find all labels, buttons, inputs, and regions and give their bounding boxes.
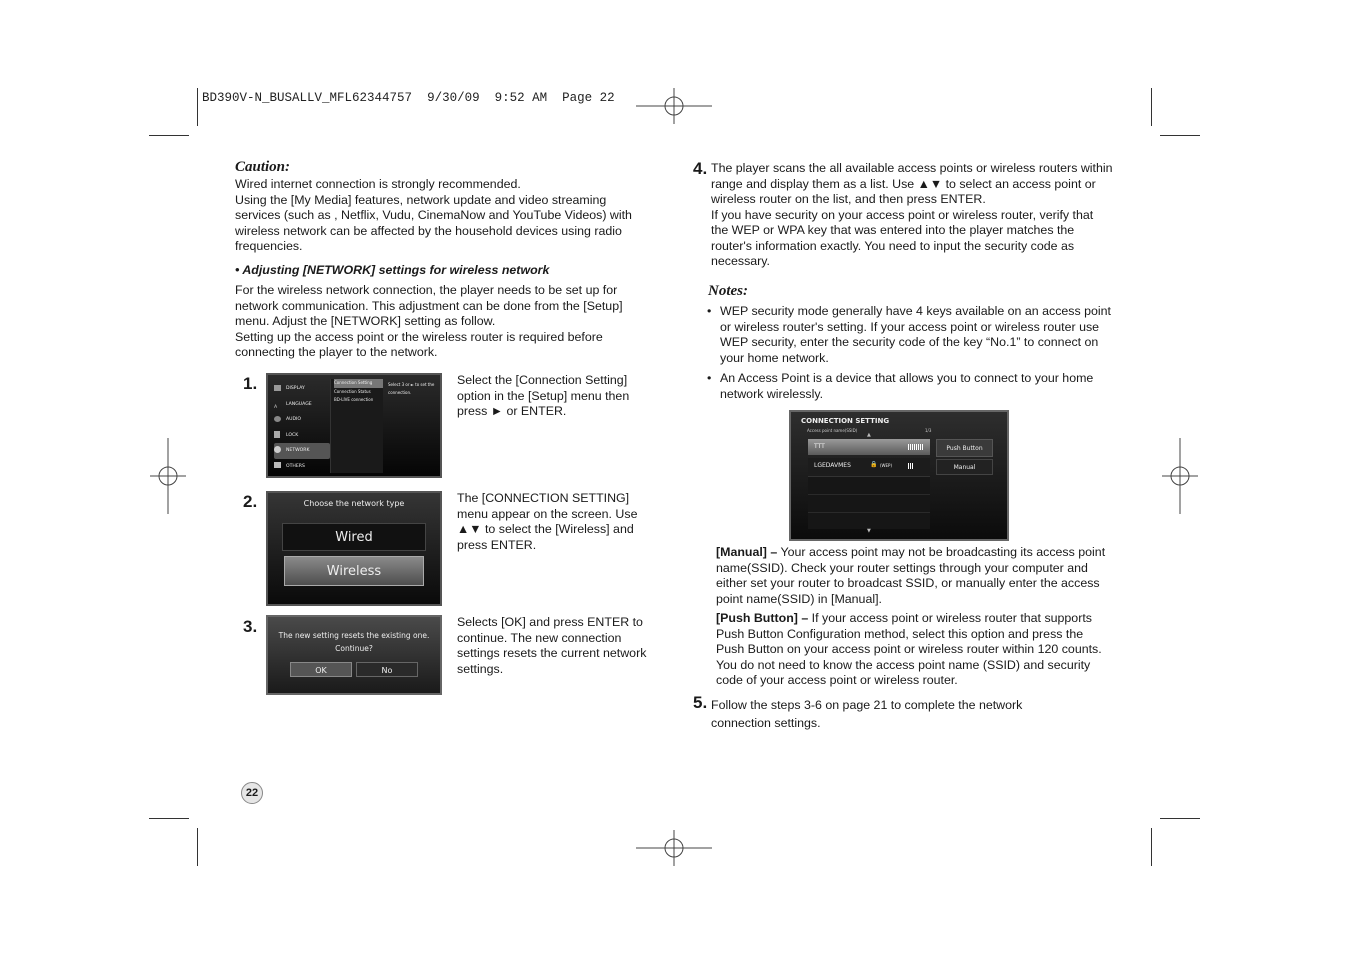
submenu-item-selected: Connection Setting bbox=[334, 379, 383, 388]
push-label: [Push Button] – bbox=[716, 611, 809, 625]
crop-mark bbox=[197, 88, 198, 126]
step-number: 2. bbox=[243, 492, 258, 511]
step4-text: The player scans the all available access points or wireless routers within range and display them as a list. Use ▲▼ to select an access point or wireless router on the list, and then press ENTER. If you have security on your access point or wireless router, verify that the WEP or WPA key that was entered into the player matches the router's information exactly. You need to input the security code as necessary. bbox=[711, 161, 1113, 268]
display-icon bbox=[274, 385, 281, 391]
crop-mark bbox=[1151, 828, 1152, 866]
manual-description bbox=[716, 545, 1114, 607]
notes-title: Notes: bbox=[708, 283, 748, 299]
push-text: If your access point or wireless router that supports Push Button Configuration method, select this option and press the Push Button on your access point or wireless router within 120 counts. You do not need to know the access point name (SSID) and security code of your access point or wireless router. bbox=[716, 611, 1102, 687]
conn-setting-title: CONNECTION SETTING bbox=[801, 417, 890, 425]
submenu-panel bbox=[330, 379, 383, 473]
caution-body: Wired internet connection is strongly recommended. Using the [My Media] features, network update and video streaming services (such as , Netflix, Vudu, CinemaNow and YouTube Videos) with wireless network can be affected by the household devices using radio frequencies. bbox=[235, 177, 632, 253]
section-subheading: • Adjusting [NETWORK] settings for wireless network bbox=[235, 263, 550, 277]
step5-text: Follow the steps 3-6 on page 21 to complete the network connection settings. bbox=[711, 698, 1023, 730]
manual-text: Your access point may not be broadcasting its access point name(SSID). Check your router settings through your computer and either set your router to broadcast SSID, or manually enter the access point name(SSID) in [Manual]. bbox=[716, 545, 1106, 606]
submenu-item: BD-LIVE connection bbox=[334, 397, 374, 402]
ap-row-selected bbox=[808, 439, 930, 455]
step-number: 5. bbox=[693, 693, 708, 712]
scroll-up-icon: ▲ bbox=[867, 432, 871, 438]
menu-item-selected: NETWORK bbox=[274, 443, 330, 459]
wireless-option: Wireless bbox=[284, 556, 424, 586]
notes-list bbox=[707, 304, 1113, 407]
step-text: Selects [OK] and press ENTER to continue. The new connection settings resets the current network settings. bbox=[457, 615, 647, 676]
connection-setting-screenshot bbox=[789, 410, 1009, 541]
audio-icon bbox=[274, 416, 281, 422]
note-item: • WEP security mode generally have 4 keys available on an access point or wireless router's setting. If your access point or wireless router use WEP security, enter the security code of the key “No.1” to connect on your home network. bbox=[707, 304, 1113, 366]
network-type-title: Choose the network type bbox=[303, 499, 405, 508]
registration-mark-icon bbox=[1142, 438, 1218, 514]
crop-mark bbox=[197, 828, 198, 866]
crop-mark bbox=[1151, 88, 1152, 126]
step-text: The [CONNECTION SETTING] menu appear on the screen. Use ▲▼ to select the [Wireless] and press ENTER. bbox=[457, 491, 638, 552]
security-type: (WEP) bbox=[880, 463, 893, 468]
menu-hint: Select 3 or ► to set the connection. bbox=[388, 382, 435, 395]
crop-mark bbox=[149, 818, 189, 819]
others-icon bbox=[274, 462, 281, 468]
ok-button: OK bbox=[290, 662, 352, 677]
manual-option: Manual bbox=[936, 459, 993, 475]
intro-text: For the wireless network connection, the player needs to be set up for network communication. This adjustment can be done from the [Setup] menu. Adjust the [NETWORK] setting as follow. Setting up the access point or the wireless router is required before connecting the player to the network. bbox=[235, 283, 623, 359]
manual-label: [Manual] – bbox=[716, 545, 778, 559]
step-text: Select the [Connection Setting] option in the [Setup] menu then press ► or ENTER. bbox=[457, 373, 630, 418]
language-icon: A bbox=[274, 405, 278, 410]
ap-list-empty-rows bbox=[808, 476, 930, 529]
menu-item: DISPLAY bbox=[274, 381, 330, 397]
ap-name: TTT bbox=[814, 443, 825, 450]
reset-dialog-screenshot bbox=[266, 615, 442, 695]
menu-item: AUDIO bbox=[274, 412, 330, 428]
ap-name: LGEDAVMES bbox=[814, 462, 851, 469]
conn-setting-subtitle: Access point name(SSID) bbox=[807, 428, 858, 433]
note-item: • An Access Point is a device that allows you to connect to your home network wirelessly. bbox=[707, 371, 1113, 402]
registration-mark-icon bbox=[636, 810, 712, 886]
network-type-screenshot bbox=[266, 491, 442, 606]
menu-item: LOCK bbox=[274, 428, 330, 444]
no-button: No bbox=[356, 662, 418, 677]
lock-icon: 🔒 bbox=[870, 461, 878, 468]
signal-strength-icon bbox=[908, 463, 914, 469]
setup-menu-list bbox=[274, 381, 330, 474]
step-number: 3. bbox=[243, 617, 258, 636]
scroll-down-icon: ▼ bbox=[867, 528, 871, 534]
push-button-description bbox=[716, 611, 1114, 689]
page-number: 22 bbox=[241, 782, 263, 804]
push-button-option: Push Button bbox=[936, 439, 993, 457]
crop-mark bbox=[1160, 135, 1200, 136]
step-number: 4. bbox=[693, 159, 708, 178]
conn-setting-count: 1/3 bbox=[925, 428, 932, 433]
lock-icon bbox=[274, 431, 280, 438]
step-number: 1. bbox=[243, 374, 258, 393]
network-icon bbox=[274, 446, 281, 453]
registration-mark-icon bbox=[636, 68, 712, 144]
signal-strength-icon bbox=[908, 444, 924, 450]
menu-item: OTHERS bbox=[274, 459, 330, 475]
crop-mark bbox=[1160, 818, 1200, 819]
menu-item: ALANGUAGE bbox=[274, 401, 312, 410]
setup-menu-screenshot bbox=[266, 373, 442, 478]
print-header: BD390V-N_BUSALLV_MFL62344757 9/30/09 9:52 AM Page 22 bbox=[202, 91, 615, 105]
wired-option: Wired bbox=[282, 523, 426, 551]
registration-mark-icon bbox=[130, 438, 206, 514]
crop-mark bbox=[149, 135, 189, 136]
reset-dialog-message: The new setting resets the existing one. Continue? bbox=[278, 631, 430, 653]
submenu-item: Connection Status bbox=[334, 388, 371, 394]
ap-row bbox=[808, 458, 930, 474]
caution-title: Caution: bbox=[235, 159, 291, 175]
